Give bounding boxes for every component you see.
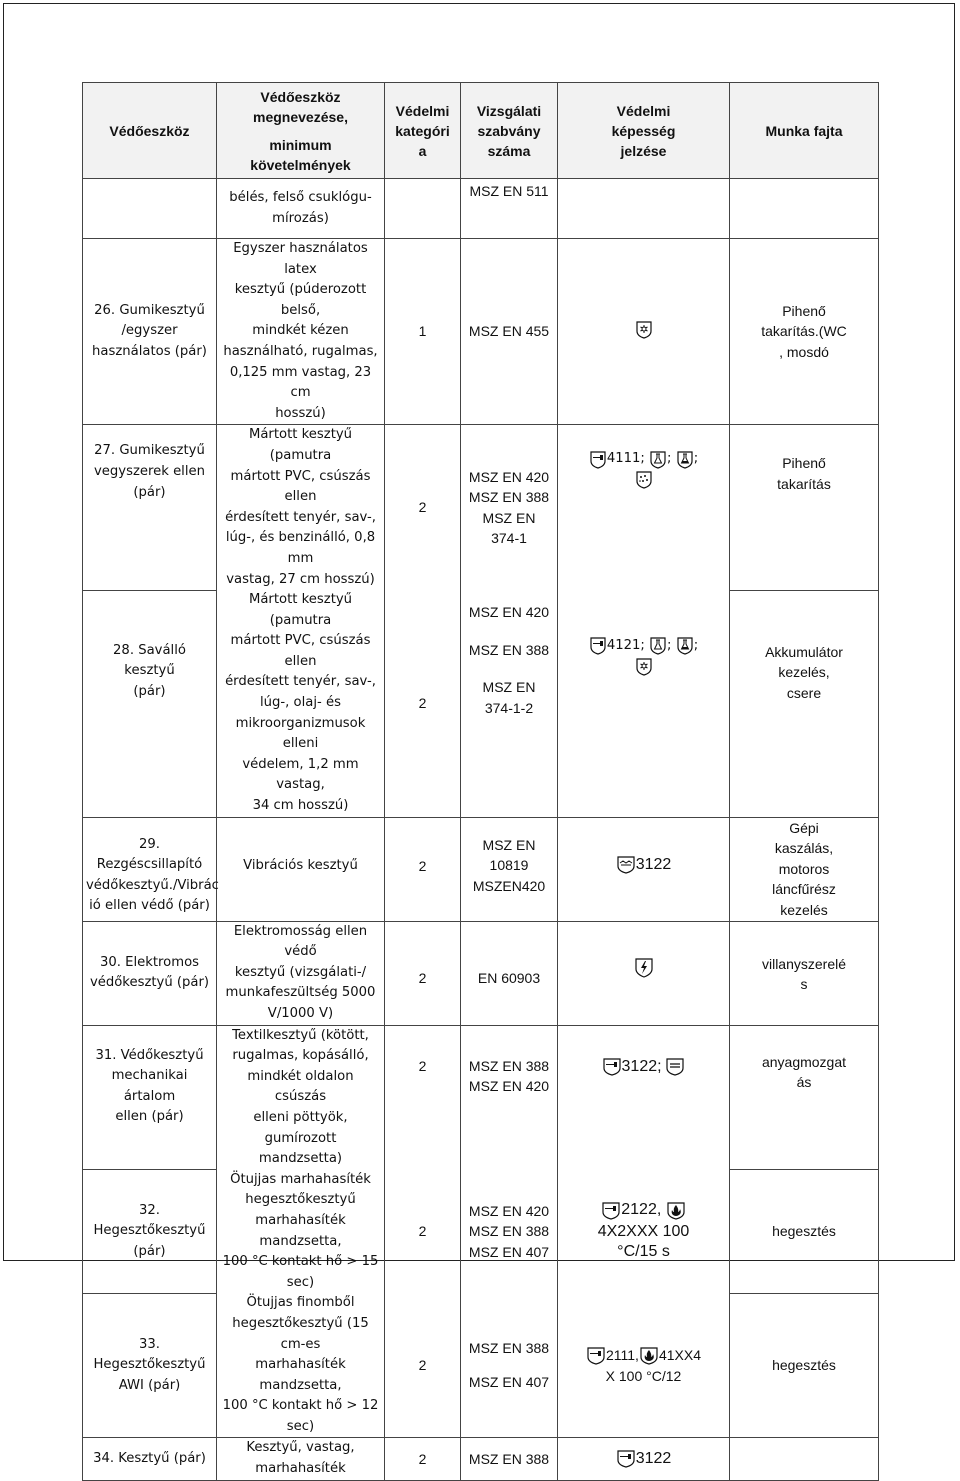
cell-device: 30. Elektromos védőkesztyű (pár): [83, 921, 217, 1025]
cell-marking: [558, 179, 730, 239]
microorganism-risk-icon: [636, 321, 652, 339]
cell-description: Textilkesztyű (kötött, rugalmas, kopásálló, mindkét oldalon csúszás elleni pöttyök, gumírozott mandzsetta): [217, 1025, 385, 1170]
cell-marking: 3122;: [558, 1025, 730, 1170]
cell-standard: MSZ EN 388: [461, 1438, 558, 1480]
cell-work: Pihenő takarítás.(WC , mosdó: [730, 239, 879, 425]
cell-device: 34. Kesztyű (pár): [83, 1438, 217, 1480]
mechanical-risk-hammer-icon: [617, 1450, 635, 1468]
cell-standard: MSZ EN 388 MSZ EN 420: [461, 1025, 558, 1170]
cell-standard: MSZ EN 455: [461, 239, 558, 425]
table-row-26: [83, 239, 879, 425]
cut-risk-icon: [666, 1058, 684, 1076]
cell-work: Gépi kaszálás, motoros láncfűrész kezelés: [730, 817, 879, 921]
cell-device: 33. Hegesztőkesztyű AWI (pár): [83, 1293, 217, 1438]
cell-description: Ötujjas marhahasíték hegesztőkesztyű marhahasíték mandzsetta, 100 °C kontakt hő > 15 sec): [217, 1170, 385, 1294]
table-row-30: [83, 921, 879, 1025]
chemical-low-resistance-icon: [650, 637, 666, 655]
cell-category: 2: [385, 425, 461, 590]
cell-marking: 3122: [558, 817, 730, 921]
header-marking: Védelmi képesség jelzése: [558, 83, 730, 179]
cell-category: 2: [385, 817, 461, 921]
table-row-32: [83, 1170, 879, 1294]
table-row-28: [83, 590, 879, 817]
cell-device: [83, 179, 217, 239]
cell-device: 31. Védőkesztyű mechanikai ártalom ellen (pár): [83, 1025, 217, 1170]
chemical-low-resistance-icon: [650, 451, 666, 469]
cell-marking: [558, 239, 730, 425]
cell-description: Kesztyű, vastag, marhahasíték: [217, 1438, 385, 1480]
cell-description: Mártott kesztyű (pamutra mártott PVC, csúszás ellen érdesített tenyér, sav-, lúg-, és benzinálló, 0,8 mm vastag, 27 cm hosszú): [217, 425, 385, 590]
cell-work: hegesztés: [730, 1170, 879, 1294]
chemical-risk-flask-icon: [677, 637, 693, 655]
table-row-33: [83, 1293, 879, 1438]
cell-marking: [558, 921, 730, 1025]
header-device: Védőeszköz: [83, 83, 217, 179]
cell-device: 32. Hegesztőkesztyű (pár): [83, 1170, 217, 1294]
mechanical-risk-hammer-icon: [603, 1058, 621, 1076]
table-row-34: [83, 1438, 879, 1480]
cell-device: 27. Gumikesztyű vegyszerek ellen (pár): [83, 425, 217, 590]
cell-work: [730, 1438, 879, 1480]
cell-work: anyagmozgat ás: [730, 1025, 879, 1170]
cell-standard: EN 60903: [461, 921, 558, 1025]
cell-category: 2: [385, 1293, 461, 1438]
cell-device: 28. Saválló kesztyű (pár): [83, 590, 217, 817]
microorganism-risk-icon: [636, 658, 652, 676]
mechanical-risk-hammer-icon: [587, 1347, 605, 1365]
mechanical-risk-hammer-icon: [602, 1202, 620, 1220]
chemical-risk-flask-icon: [677, 451, 693, 469]
cell-standard: MSZ EN 420 MSZ EN 388 MSZ EN 374-1-2: [461, 590, 558, 817]
table-header-row: [83, 83, 879, 179]
cell-marking: 4121; ; ;: [558, 590, 730, 817]
cell-standard: MSZ EN 511: [461, 179, 558, 239]
cell-work: villanyszerelé s: [730, 921, 879, 1025]
cell-category: 1: [385, 239, 461, 425]
table-row-27: [83, 425, 879, 590]
cell-device: 26. Gumikesztyű /egyszer használatos (pár): [83, 239, 217, 425]
cell-description: Elektromosság ellen védő kesztyű (vizsgálati-/ munkafeszültség 5000 V/1000 V): [217, 921, 385, 1025]
cell-description: Ötujjas finomből hegesztőkesztyű (15 cm-es marhahasíték mandzsetta, 100 °C kontakt hő > 12 sec): [217, 1293, 385, 1438]
cell-description: Mártott kesztyű (pamutra mártott PVC, csúszás ellen érdesített tenyér, sav-, lúg-, olaj- és mikroorganizmusok elleni védelem, 1,2 mm vastag, 34 cm hosszú): [217, 590, 385, 817]
cell-marking: 2122, 4X2XXX 100 °C/15 s: [558, 1170, 730, 1294]
cell-description: bélés, felső csuklógu- mírozás): [217, 179, 385, 239]
cell-standard: MSZ EN 420 MSZ EN 388 MSZ EN 407: [461, 1170, 558, 1294]
mechanical-risk-hammer-icon: [590, 637, 606, 655]
cell-marking: 4111; ; ;: [558, 425, 730, 590]
vibration-risk-icon: [617, 856, 635, 874]
cell-device: 29. Rezgéscsillapító védőkesztyű./Vibrác ió ellen védő (pár): [83, 817, 217, 921]
ppe-table: [82, 82, 879, 1481]
cell-standard: MSZ EN 420 MSZ EN 388 MSZ EN 374-1: [461, 425, 558, 590]
cell-work: [730, 179, 879, 239]
cell-category: 2: [385, 921, 461, 1025]
cell-category: 2: [385, 1438, 461, 1480]
header-category: Védelmi kategóri a: [385, 83, 461, 179]
cell-marking: 3122: [558, 1438, 730, 1480]
cell-description: Vibrációs kesztyű: [217, 817, 385, 921]
cell-standard: MSZ EN 388 MSZ EN 407: [461, 1293, 558, 1438]
cell-work: hegesztés: [730, 1293, 879, 1438]
heat-flame-icon: [640, 1347, 658, 1365]
header-name: Védőeszköz megnevezése, minimum követelmények: [217, 83, 385, 179]
cell-category: 2: [385, 1170, 461, 1294]
microorganism-risk-icon: [636, 471, 652, 489]
table-row-29: [83, 817, 879, 921]
cell-description: Egyszer használatos latex kesztyű (púderozott belső, mindkét kézen használható, rugalmas, 0,125 mm vastag, 23 cm hosszú): [217, 239, 385, 425]
cell-category: 2: [385, 590, 461, 817]
table-row-continuation: [83, 179, 879, 239]
electrical-risk-lightning-icon: [635, 958, 653, 978]
header-work: Munka fajta: [730, 83, 879, 179]
heat-flame-icon: [667, 1202, 685, 1220]
table-row-31: [83, 1025, 879, 1170]
cell-work: Pihenő takarítás: [730, 425, 879, 590]
cell-work: Akkumulátor kezelés, csere: [730, 590, 879, 817]
mechanical-risk-hammer-icon: [590, 451, 606, 469]
cell-category: 2: [385, 1025, 461, 1170]
cell-category: [385, 179, 461, 239]
cell-marking: 2111, 41XX4 X 100 °C/12: [558, 1293, 730, 1438]
header-standard: Vizsgálati szabvány száma: [461, 83, 558, 179]
cell-standard: MSZ EN 10819 MSZEN420: [461, 817, 558, 921]
